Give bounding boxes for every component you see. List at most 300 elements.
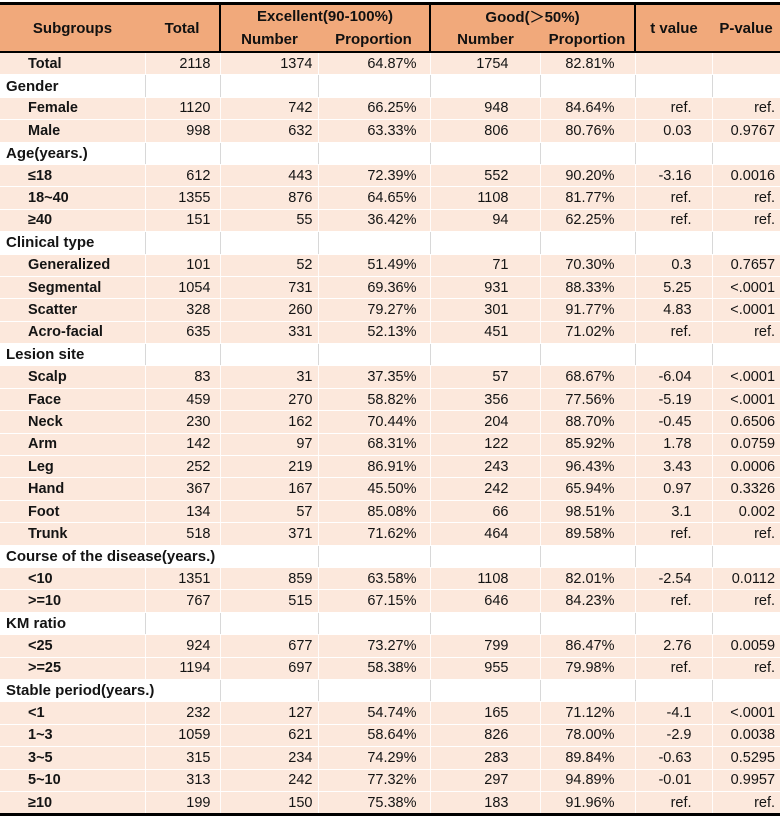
cell: 86.91% <box>318 456 430 478</box>
cell: 167 <box>220 478 318 500</box>
cell: 70.30% <box>540 254 635 276</box>
empty-cell <box>712 545 780 567</box>
cell: 82.81% <box>540 52 635 75</box>
cell: -4.1 <box>635 702 712 724</box>
cell: -3.16 <box>635 164 712 186</box>
empty-cell <box>220 142 318 164</box>
section-row <box>0 545 780 567</box>
cell: 243 <box>430 456 540 478</box>
cell: 4.83 <box>635 299 712 321</box>
cell: 54.74% <box>318 702 430 724</box>
cell: 204 <box>430 411 540 433</box>
cell: ref. <box>635 97 712 119</box>
empty-cell <box>540 344 635 366</box>
cell: <.0001 <box>712 702 780 724</box>
cell: 69.36% <box>318 276 430 298</box>
row-label: >=25 <box>0 657 145 679</box>
empty-cell <box>318 612 430 634</box>
section-label: Clinical type <box>0 232 145 254</box>
cell: 283 <box>430 747 540 769</box>
empty-cell <box>635 75 712 97</box>
cell: 85.92% <box>540 433 635 455</box>
table-row <box>0 164 780 186</box>
cell: 79.98% <box>540 657 635 679</box>
cell: 1754 <box>430 52 540 75</box>
cell: 677 <box>220 635 318 657</box>
cell: 70.44% <box>318 411 430 433</box>
cell: <.0001 <box>712 299 780 321</box>
table-row <box>0 590 780 612</box>
cell: 142 <box>145 433 220 455</box>
row-label: ≥40 <box>0 209 145 231</box>
cell: 64.65% <box>318 187 430 209</box>
cell: ref. <box>635 791 712 814</box>
cell: 230 <box>145 411 220 433</box>
cell: 52.13% <box>318 321 430 343</box>
empty-cell <box>540 612 635 634</box>
cell: 1351 <box>145 567 220 589</box>
empty-cell <box>318 679 430 701</box>
cell: 0.0059 <box>712 635 780 657</box>
table-row <box>0 276 780 298</box>
cell: 165 <box>430 702 540 724</box>
cell: 78.00% <box>540 724 635 746</box>
cell: 88.33% <box>540 276 635 298</box>
cell: 74.29% <box>318 747 430 769</box>
section-label: Stable period(years.) <box>0 679 220 701</box>
table-row <box>0 321 780 343</box>
col-header-subgroups: Subgroups <box>0 4 145 53</box>
row-label: Total <box>0 52 145 75</box>
cell: 459 <box>145 388 220 410</box>
cell: 77.56% <box>540 388 635 410</box>
cell: ref. <box>712 791 780 814</box>
cell: 0.0112 <box>712 567 780 589</box>
row-label: 1~3 <box>0 724 145 746</box>
cell: 0.7657 <box>712 254 780 276</box>
cell: 89.84% <box>540 747 635 769</box>
row-label: Neck <box>0 411 145 433</box>
table-row <box>0 209 780 231</box>
cell: 31 <box>220 366 318 388</box>
cell: 1374 <box>220 52 318 75</box>
cell: 998 <box>145 120 220 142</box>
table-row <box>0 411 780 433</box>
cell: 232 <box>145 702 220 724</box>
row-label: Male <box>0 120 145 142</box>
cell: 79.27% <box>318 299 430 321</box>
cell: 68.31% <box>318 433 430 455</box>
cell: 0.3 <box>635 254 712 276</box>
table-body <box>0 52 780 815</box>
section-label: Age(years.) <box>0 142 145 164</box>
cell: 89.58% <box>540 523 635 545</box>
cell: 799 <box>430 635 540 657</box>
section-row <box>0 75 780 97</box>
cell: 94.89% <box>540 769 635 791</box>
cell: 313 <box>145 769 220 791</box>
cell: ref. <box>635 590 712 612</box>
cell: 621 <box>220 724 318 746</box>
table-row <box>0 433 780 455</box>
cell: 52 <box>220 254 318 276</box>
cell: ref. <box>635 523 712 545</box>
cell: 315 <box>145 747 220 769</box>
cell: ref. <box>635 657 712 679</box>
cell: 219 <box>220 456 318 478</box>
cell: 1355 <box>145 187 220 209</box>
cell: 0.9767 <box>712 120 780 142</box>
cell: 0.0038 <box>712 724 780 746</box>
empty-cell <box>712 612 780 634</box>
empty-cell <box>540 75 635 97</box>
cell: -0.01 <box>635 769 712 791</box>
cell: 260 <box>220 299 318 321</box>
table-row <box>0 254 780 276</box>
cell: 57 <box>430 366 540 388</box>
col-header-total: Total <box>145 4 220 53</box>
cell: -2.54 <box>635 567 712 589</box>
empty-cell <box>430 679 540 701</box>
cell: 96.43% <box>540 456 635 478</box>
row-label: Face <box>0 388 145 410</box>
cell: 297 <box>430 769 540 791</box>
col-header-excellent-group: Excellent(90-100%) <box>220 4 430 29</box>
empty-cell <box>318 232 430 254</box>
cell: 0.6506 <box>712 411 780 433</box>
cell: 75.38% <box>318 791 430 814</box>
row-label: <25 <box>0 635 145 657</box>
cell: ref. <box>712 523 780 545</box>
row-label: Scatter <box>0 299 145 321</box>
cell: -0.63 <box>635 747 712 769</box>
cell: 83 <box>145 366 220 388</box>
col-header-excellent-number: Number <box>220 28 318 52</box>
cell: 955 <box>430 657 540 679</box>
cell: 85.08% <box>318 500 430 522</box>
cell: 73.27% <box>318 635 430 657</box>
row-label: Female <box>0 97 145 119</box>
empty-cell <box>635 344 712 366</box>
cell: 270 <box>220 388 318 410</box>
cell: ref. <box>712 97 780 119</box>
cell: 64.87% <box>318 52 430 75</box>
empty-cell <box>318 142 430 164</box>
cell: 199 <box>145 791 220 814</box>
row-label: 5~10 <box>0 769 145 791</box>
empty-cell <box>712 232 780 254</box>
cell: 45.50% <box>318 478 430 500</box>
cell: 367 <box>145 478 220 500</box>
table-row <box>0 747 780 769</box>
cell: 515 <box>220 590 318 612</box>
empty-cell <box>220 75 318 97</box>
section-label: Gender <box>0 75 145 97</box>
section-row <box>0 232 780 254</box>
row-label: Scalp <box>0 366 145 388</box>
cell: 71.02% <box>540 321 635 343</box>
results-table <box>0 2 780 816</box>
empty-cell <box>540 232 635 254</box>
cell: 2118 <box>145 52 220 75</box>
cell: 36.42% <box>318 209 430 231</box>
col-header-good-group: Good(＞50%) <box>430 4 635 29</box>
cell: 1108 <box>430 567 540 589</box>
cell: <.0001 <box>712 366 780 388</box>
cell: 91.96% <box>540 791 635 814</box>
cell: 90.20% <box>540 164 635 186</box>
row-label: >=10 <box>0 590 145 612</box>
table-row <box>0 388 780 410</box>
cell: 58.64% <box>318 724 430 746</box>
empty-cell <box>220 612 318 634</box>
cell: 301 <box>430 299 540 321</box>
cell: 71.12% <box>540 702 635 724</box>
cell: 127 <box>220 702 318 724</box>
cell: 0.0006 <box>712 456 780 478</box>
table-row <box>0 456 780 478</box>
section-label: KM ratio <box>0 612 145 634</box>
row-label: <1 <box>0 702 145 724</box>
cell: 2.76 <box>635 635 712 657</box>
empty-cell <box>145 75 220 97</box>
table-row <box>0 187 780 209</box>
empty-cell <box>430 545 540 567</box>
table-row <box>0 52 780 75</box>
cell: 697 <box>220 657 318 679</box>
cell: 635 <box>145 321 220 343</box>
cell: ref. <box>712 187 780 209</box>
cell: 0.0759 <box>712 433 780 455</box>
cell: 55 <box>220 209 318 231</box>
cell: 63.33% <box>318 120 430 142</box>
row-label: 3~5 <box>0 747 145 769</box>
empty-cell <box>145 142 220 164</box>
cell: ref. <box>635 209 712 231</box>
table-row <box>0 702 780 724</box>
cell: 3.1 <box>635 500 712 522</box>
row-label: Leg <box>0 456 145 478</box>
cell: 183 <box>430 791 540 814</box>
cell: 731 <box>220 276 318 298</box>
cell: 234 <box>220 747 318 769</box>
cell: 58.82% <box>318 388 430 410</box>
cell: 328 <box>145 299 220 321</box>
cell: 1120 <box>145 97 220 119</box>
empty-cell <box>220 679 318 701</box>
table-row <box>0 523 780 545</box>
empty-cell <box>318 75 430 97</box>
cell: ref. <box>712 209 780 231</box>
cell: 62.25% <box>540 209 635 231</box>
cell: 101 <box>145 254 220 276</box>
cell: -5.19 <box>635 388 712 410</box>
cell: 57 <box>220 500 318 522</box>
empty-cell <box>430 344 540 366</box>
cell: <.0001 <box>712 276 780 298</box>
empty-cell <box>430 232 540 254</box>
cell: 0.9957 <box>712 769 780 791</box>
cell: 37.35% <box>318 366 430 388</box>
cell: 0.5295 <box>712 747 780 769</box>
cell: 71 <box>430 254 540 276</box>
col-header-t-value: t value <box>635 4 712 53</box>
row-label: Trunk <box>0 523 145 545</box>
table-row <box>0 478 780 500</box>
row-label: Arm <box>0 433 145 455</box>
table-row <box>0 120 780 142</box>
empty-cell <box>712 344 780 366</box>
cell: 859 <box>220 567 318 589</box>
cell: 0.03 <box>635 120 712 142</box>
cell: 242 <box>430 478 540 500</box>
cell: 81.77% <box>540 187 635 209</box>
cell: 63.58% <box>318 567 430 589</box>
row-label: <10 <box>0 567 145 589</box>
cell: 91.77% <box>540 299 635 321</box>
cell: 356 <box>430 388 540 410</box>
empty-cell <box>635 545 712 567</box>
empty-cell <box>635 232 712 254</box>
table-row <box>0 97 780 119</box>
cell: -6.04 <box>635 366 712 388</box>
cell: 451 <box>430 321 540 343</box>
cell: 97 <box>220 433 318 455</box>
cell: 1194 <box>145 657 220 679</box>
section-label: Lesion site <box>0 344 145 366</box>
cell: 94 <box>430 209 540 231</box>
cell: 931 <box>430 276 540 298</box>
cell <box>635 52 712 75</box>
cell: 0.3326 <box>712 478 780 500</box>
section-row <box>0 142 780 164</box>
table-row <box>0 299 780 321</box>
cell: 134 <box>145 500 220 522</box>
cell: 948 <box>430 97 540 119</box>
cell: 68.67% <box>540 366 635 388</box>
cell: 84.64% <box>540 97 635 119</box>
empty-cell <box>318 344 430 366</box>
table-row <box>0 657 780 679</box>
cell: 646 <box>430 590 540 612</box>
col-header-p-value: P-value <box>712 4 780 53</box>
cell: 71.62% <box>318 523 430 545</box>
row-label: ≥10 <box>0 791 145 814</box>
cell: 67.15% <box>318 590 430 612</box>
cell: 66.25% <box>318 97 430 119</box>
row-label: Hand <box>0 478 145 500</box>
empty-cell <box>220 232 318 254</box>
empty-cell <box>145 612 220 634</box>
row-label: Generalized <box>0 254 145 276</box>
empty-cell <box>430 142 540 164</box>
empty-cell <box>145 232 220 254</box>
cell: 876 <box>220 187 318 209</box>
row-label: ≤18 <box>0 164 145 186</box>
cell: 331 <box>220 321 318 343</box>
cell: 924 <box>145 635 220 657</box>
cell: -0.45 <box>635 411 712 433</box>
cell: 1.78 <box>635 433 712 455</box>
cell <box>712 52 780 75</box>
cell: 518 <box>145 523 220 545</box>
cell: ref. <box>712 321 780 343</box>
cell: 0.002 <box>712 500 780 522</box>
cell: 1054 <box>145 276 220 298</box>
cell: ref. <box>635 321 712 343</box>
empty-cell <box>430 75 540 97</box>
empty-cell <box>635 679 712 701</box>
cell: 767 <box>145 590 220 612</box>
section-row <box>0 612 780 634</box>
empty-cell <box>430 612 540 634</box>
cell: 80.76% <box>540 120 635 142</box>
row-label: 18~40 <box>0 187 145 209</box>
empty-cell <box>635 142 712 164</box>
cell: 5.25 <box>635 276 712 298</box>
cell: 464 <box>430 523 540 545</box>
section-row <box>0 679 780 701</box>
empty-cell <box>635 612 712 634</box>
cell: 806 <box>430 120 540 142</box>
cell: 51.49% <box>318 254 430 276</box>
cell: 88.70% <box>540 411 635 433</box>
empty-cell <box>220 344 318 366</box>
cell: 162 <box>220 411 318 433</box>
cell: 84.23% <box>540 590 635 612</box>
row-label: Acro-facial <box>0 321 145 343</box>
table-row <box>0 769 780 791</box>
cell: 66 <box>430 500 540 522</box>
cell: 1059 <box>145 724 220 746</box>
table-row <box>0 791 780 814</box>
empty-cell <box>145 344 220 366</box>
cell: 552 <box>430 164 540 186</box>
cell: 742 <box>220 97 318 119</box>
row-label: Foot <box>0 500 145 522</box>
section-row <box>0 344 780 366</box>
empty-cell <box>540 142 635 164</box>
cell: 252 <box>145 456 220 478</box>
cell: 1108 <box>430 187 540 209</box>
cell: 58.38% <box>318 657 430 679</box>
cell: ref. <box>635 187 712 209</box>
cell: 65.94% <box>540 478 635 500</box>
empty-cell <box>712 75 780 97</box>
cell: ref. <box>712 590 780 612</box>
table-row <box>0 567 780 589</box>
cell: 150 <box>220 791 318 814</box>
cell: 151 <box>145 209 220 231</box>
empty-cell <box>540 545 635 567</box>
table-row <box>0 635 780 657</box>
cell: ref. <box>712 657 780 679</box>
cell: 77.32% <box>318 769 430 791</box>
cell: 826 <box>430 724 540 746</box>
empty-cell <box>712 679 780 701</box>
col-header-good-number: Number <box>430 28 540 52</box>
cell: 72.39% <box>318 164 430 186</box>
table-header <box>0 4 780 53</box>
cell: 98.51% <box>540 500 635 522</box>
cell: 0.0016 <box>712 164 780 186</box>
empty-cell <box>318 545 430 567</box>
section-label: Course of the disease(years.) <box>0 545 318 567</box>
empty-cell <box>712 142 780 164</box>
col-header-good-proportion: Proportion <box>540 28 635 52</box>
cell: 3.43 <box>635 456 712 478</box>
cell: 0.97 <box>635 478 712 500</box>
